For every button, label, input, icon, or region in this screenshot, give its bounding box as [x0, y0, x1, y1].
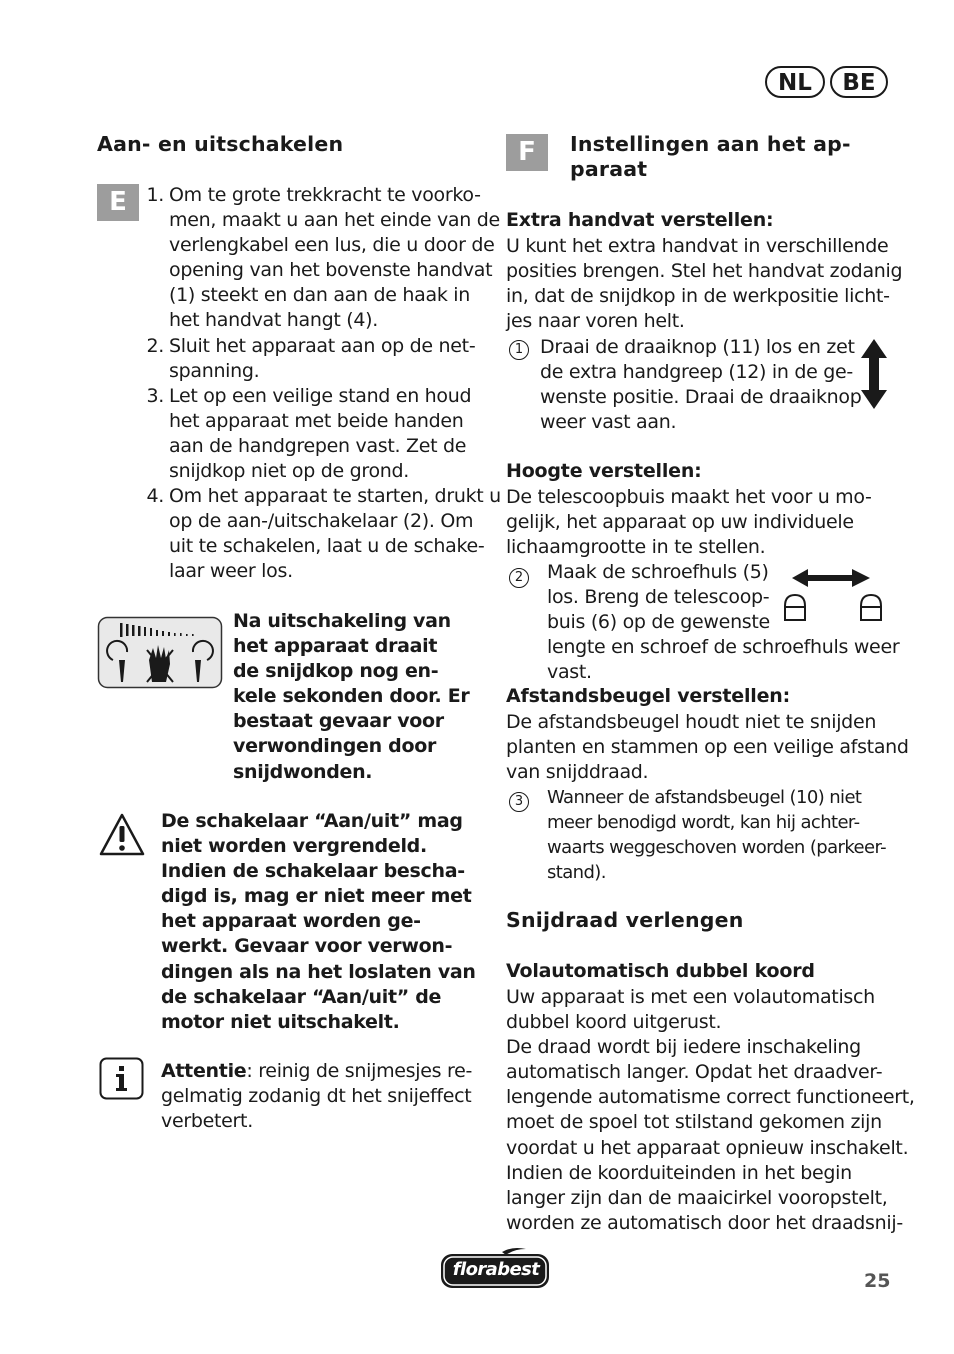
handle-paragraph [506, 234, 903, 334]
step-number: 1. [146, 184, 164, 206]
page-number: 25 [864, 1270, 891, 1292]
handle-paragraph-line: posities brengen. Stel het handvat zodanig [506, 260, 903, 283]
handle-step-text [540, 335, 860, 435]
step-number-3: 3 [509, 792, 529, 812]
runon-warning-line: het apparaat draait [233, 635, 438, 658]
handle-step-line: de extra handgreep (12) in de ge- [540, 361, 853, 384]
height-paragraph [506, 485, 896, 560]
step-number-1: 1 [509, 340, 529, 360]
switching-step [142, 183, 500, 334]
dual-line-paragraph-line: worden ze automatisch door het draadsnij- [506, 1211, 903, 1234]
attention-note [161, 1059, 491, 1134]
step-text-line: laar weer los. [169, 560, 293, 583]
step-number: 4. [146, 485, 164, 508]
step-text-line: Om te grote trekkracht te voorko- [169, 184, 481, 206]
warning-triangle-icon [98, 812, 146, 858]
step-text-line: opening van het bovenste handvat [169, 259, 493, 282]
switching-step [142, 334, 487, 384]
handle-step-line: weer vast aan. [540, 411, 677, 434]
step-text-line: aan de handgrepen vast. Zet de [169, 434, 467, 457]
switch-warning-line: digd is, mag er niet meer met [161, 885, 472, 908]
dual-line-paragraph-line: De draad wordt bij iedere inschakeling [506, 1036, 861, 1059]
handle-paragraph-line: jes naar voren helt. [506, 310, 685, 333]
language-badge-be: BE [830, 66, 888, 98]
switch-warning-line: werkt. Gevaar voor verwon- [161, 935, 453, 958]
guard-paragraph-line: van snijddraad. [506, 761, 649, 784]
height-step-line: vast. [547, 661, 592, 684]
vertical-adjust-arrow-icon [860, 338, 888, 410]
settings-heading-line1: Instellingen aan het ap- [570, 132, 851, 156]
step-text-line: uit te schakelen, laat u de schake- [169, 535, 485, 558]
runon-warning-text [233, 609, 483, 785]
height-paragraph-line: gelijk, het apparaat op uw individuele [506, 511, 854, 534]
runon-warning-line: snijdwonden. [233, 760, 373, 783]
step-number: 3. [146, 384, 164, 407]
guard-paragraph-line: planten en stammen op een veilige afstand [506, 736, 909, 759]
florabest-logo [440, 1246, 550, 1290]
step-text-line: men, maakt u aan het einde van de [169, 209, 500, 232]
switch-warning-line: de schakelaar “Aan/uit” de [161, 985, 442, 1008]
guard-step-text [547, 785, 892, 885]
runon-warning-line: bestaat gevaar voor [233, 710, 444, 733]
dual-line-paragraph-line: dubbel koord uitgerust. [506, 1011, 722, 1034]
handle-paragraph-line: in, dat de snijdkop in de werkpositie licht- [506, 285, 890, 308]
switch-warning-line: Indien de schakelaar bescha- [161, 860, 465, 883]
dual-line-paragraph-line: Uw apparaat is met een volautomatisch [506, 986, 875, 1008]
dual-line-paragraph-line: lengende automatisme correct functioneert, [506, 1086, 915, 1109]
switching-step [142, 384, 487, 484]
dual-line-paragraph-line: moet de spoel tot stilstand gekomen zijn [506, 1111, 882, 1134]
step-text-line: spanning. [169, 359, 260, 382]
switch-warning-line: De schakelaar “Aan/uit” mag [161, 810, 463, 832]
height-step-line: buis (6) op de gewenste [547, 611, 770, 634]
guard-step-line: waarts weggeschoven worden (parkeer- [547, 837, 887, 859]
runon-warning-line: de snijdkop nog en- [233, 660, 439, 683]
attention-label: Attentie [161, 1060, 247, 1082]
step-text-line: Let op een veilige stand en houd [169, 384, 472, 407]
height-subheading: Hoogte verstellen: [506, 460, 702, 482]
switching-step [142, 484, 501, 584]
section-heading-switching: Aan- en uitschakelen [97, 132, 344, 156]
guard-step-line: meer benodigd wordt, kan hij achter- [547, 812, 860, 834]
step-number-2: 2 [509, 568, 529, 588]
step-text-line: Sluit het apparaat aan op de net- [169, 334, 476, 357]
runon-warning-line: kele sekonden door. Er [233, 685, 470, 708]
handle-step-line: Draai de draaiknop (11) los en zet [540, 336, 855, 358]
info-icon [99, 1057, 144, 1100]
dual-line-subheading: Volautomatisch dubbel koord [506, 960, 815, 982]
switch-warning-line: dingen als na het loslaten van [161, 960, 476, 983]
guard-step-line: stand). [547, 862, 606, 884]
height-step-line: los. Breng de telescoop- [547, 586, 770, 609]
attention-line1: : reinig de snijmesjes re- [246, 1060, 473, 1082]
dual-line-paragraph-line: Indien de koorduiteinden in het begin [506, 1161, 852, 1184]
step-text-line: verlengkabel een lus, die u door de [169, 234, 495, 257]
guard-paragraph [506, 710, 909, 785]
dual-line-paragraph-line: langer zijn dan de maaicirkel vooropstelt, [506, 1186, 888, 1209]
switch-warning-line: niet worden vergrendeld. [161, 835, 427, 858]
telescopic-length-icon [780, 562, 886, 624]
switch-warning-line: motor niet uitschakelt. [161, 1010, 400, 1033]
step-number: 2. [146, 334, 164, 357]
handle-paragraph-line: U kunt het extra handvat in verschillende [506, 235, 889, 257]
language-badge-nl: NL [765, 66, 825, 98]
height-paragraph-line: De telescoopbuis maakt het voor u mo- [506, 486, 872, 508]
dual-line-paragraph-line: automatisch langer. Opdat het draadver- [506, 1061, 883, 1084]
line-extension-heading: Snijdraad verlengen [506, 908, 744, 932]
height-paragraph-line: lichaamgrootte in te stellen. [506, 536, 766, 559]
dual-line-paragraph [506, 985, 915, 1236]
switching-steps-list [142, 183, 501, 585]
runon-warning-line: verwondingen door [233, 735, 437, 758]
attention-line3: verbetert. [161, 1110, 253, 1133]
step-text-line: (1) steekt en dan aan de haak in [169, 284, 470, 307]
step-text-line: snijdkop niet op de grond. [169, 460, 410, 483]
settings-heading-line2: paraat [570, 157, 648, 181]
step-text-line: het handvat hangt (4). [169, 309, 379, 332]
switch-warning-line: het apparaat worden ge- [161, 910, 421, 933]
step-text-line: op de aan-/uitschakelaar (2). Om [169, 510, 474, 533]
handle-subheading: Extra handvat verstellen: [506, 209, 774, 231]
guard-paragraph-line: De afstandsbeugel houdt niet te snijden [506, 711, 877, 733]
section-badge-f: F [506, 134, 548, 171]
height-step-line: Maak de schroefhuls (5) [547, 561, 769, 583]
switch-lock-warning-text [161, 809, 491, 1035]
step-text-line: Om het apparaat te starten, drukt u [169, 485, 501, 508]
height-step-line: lengte en schroef de schroefhuls weer [547, 636, 900, 659]
section-badge-e: E [97, 184, 139, 221]
section-heading-settings [570, 132, 900, 182]
florabest-logo-text: florabest [452, 1259, 540, 1280]
step-text-line: het apparaat met beide handen [169, 409, 464, 432]
attention-line2: gelmatig zodanig dt het snijeffect [161, 1085, 472, 1108]
dual-line-paragraph-line: voordat u het apparaat opnieuw inschakelt. [506, 1136, 909, 1159]
rotating-head-hands-icon [97, 616, 223, 689]
guard-step-line: Wanneer de afstandsbeugel (10) niet [547, 787, 862, 808]
guard-subheading: Afstandsbeugel verstellen: [506, 685, 791, 707]
handle-step-line: wenste positie. Draai de draaiknop [540, 386, 862, 409]
runon-warning-line: Na uitschakeling van [233, 610, 451, 632]
